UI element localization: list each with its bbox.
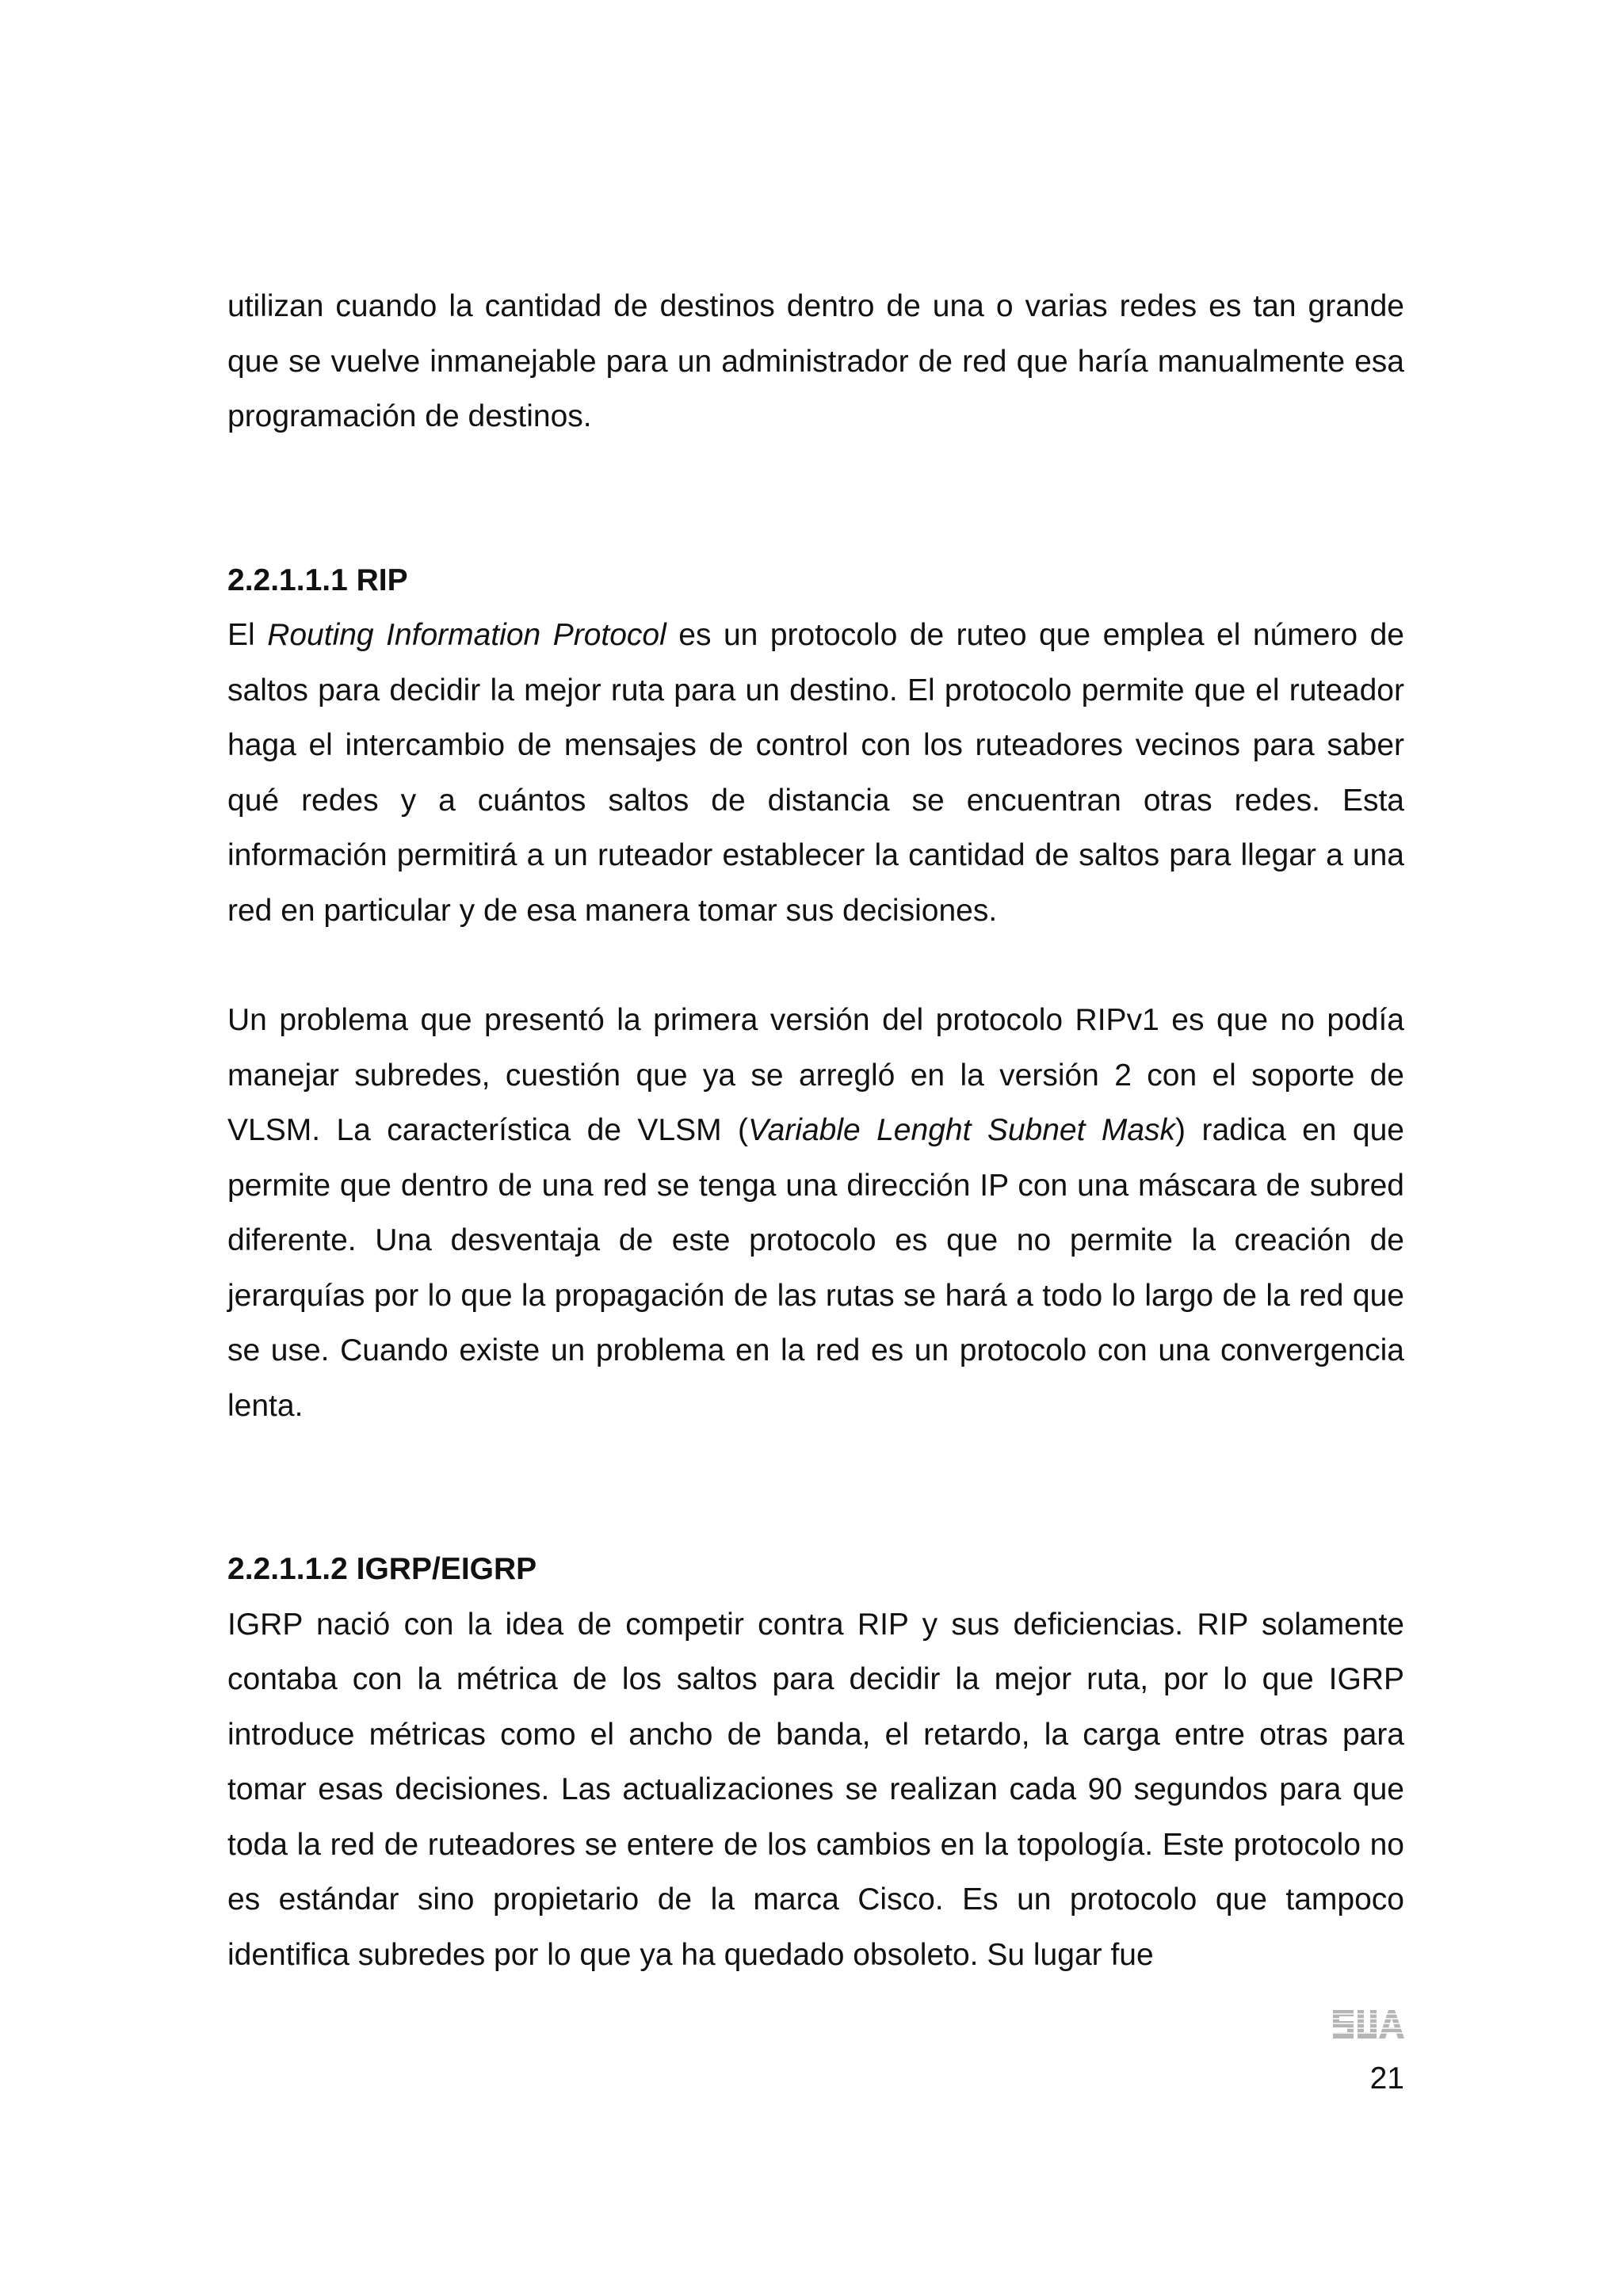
text-run: El [227, 618, 268, 652]
document-page [227, 279, 1404, 1982]
spacer [227, 938, 1404, 993]
section-heading-igrp-eigrp: 2.2.1.1.2 IGRP/EIGRP [227, 1552, 537, 1586]
text-run: ) radica en que permite que dentro de una red se tenga una dirección IP con una máscara de subred diferente. Una desventaja de este protocolo es que no permite la creación de jerarquías por lo que la propagación de las rutas se hará a todo lo largo de la red que se use. Cuando existe un problema en la red es un protocolo con una convergencia lenta. [227, 1113, 1404, 1423]
paragraph-intro: utilizan cuando la cantidad de destinos dentro de una o varias redes es tan grande que se vuelve inmanejable para un administrador de red que haría manualmente esa programación de destinos. [227, 289, 1404, 433]
page-number: 21 [1369, 2061, 1404, 2096]
sua-logo-icon [1331, 2007, 1404, 2042]
spacer [227, 1433, 1404, 1542]
italic-term-routing-information-protocol: Routing Information Protocol [267, 618, 666, 652]
text-run: es un protocolo de ruteo que emplea el número de saltos para decidir la mejor ruta para un destino. El protocolo permite que el ruteador haga el intercambio de mensajes de control con los ruteadores vecinos para saber qué redes y a cuántos saltos de distancia se encuentran otras redes. Esta información permitirá a un ruteador establecer la cantidad de saltos para llegar a una red en particular y de esa manera tomar sus decisiones. [227, 618, 1404, 928]
paragraph-igrp-description: IGRP nació con la idea de competir contra RIP y sus deficiencias. RIP solamente contaba con la métrica de los saltos para decidir la mejor ruta, por lo que IGRP introduce métricas como el ancho de banda, el retardo, la carga entre otras para tomar esas decisiones. Las actualizaciones se realizan cada 90 segundos para que toda la red de ruteadores se entere de los cambios en la topología. Este protocolo no es estándar sino propietario de la marca Cisco. Es un protocolo que tampoco identifica subredes por lo que ya ha quedado obsoleto. Su lugar fue [227, 1607, 1404, 1972]
paragraph-ripv1-problem [227, 993, 1404, 1433]
spacer [227, 444, 1404, 553]
paragraph-rip-description [227, 608, 1404, 938]
section-heading-rip: 2.2.1.1.1 RIP [227, 563, 408, 597]
text-run: Un problema que presentó la primera versión del protocolo RIPv1 es que no podía manejar subredes, cuestión que ya se arregló en la versión 2 con el soporte de VLSM. La característica de VLSM ( [227, 1003, 1404, 1147]
italic-term-vlsm: Variable Lenght Subnet Mask [748, 1113, 1176, 1147]
